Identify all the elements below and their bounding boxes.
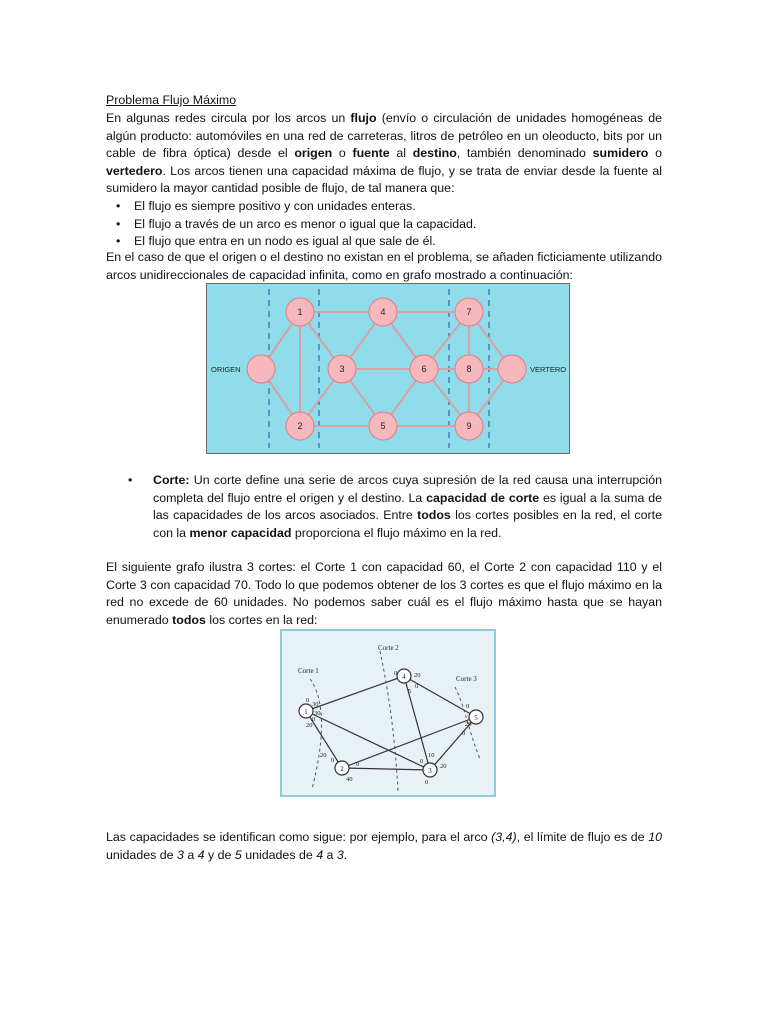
edge-capacity-label: 30	[314, 710, 321, 717]
edge-capacity-label: 20	[414, 672, 421, 679]
origin-label: ORIGEN	[211, 365, 241, 374]
edge-capacity-label: 0	[466, 703, 470, 710]
capacities-paragraph: Las capacidades se identifican como sigue: por ejemplo, para el arco (3,4), el límite de flujo es de 10 unidades de 3 a 4 y de 5 unidades de 4 a 3.	[106, 830, 662, 862]
edge-capacity-label: 20	[306, 722, 313, 729]
edge-capacity-label: 40	[346, 776, 353, 783]
cut-3-label: Corte 3	[456, 675, 477, 683]
node-label-9: 9	[466, 421, 472, 431]
node-label-4: 4	[402, 673, 406, 681]
edge-capacity-label: 0	[462, 730, 466, 737]
sink-label: VERTERO	[530, 365, 567, 374]
edge-capacity-label: 0	[425, 779, 429, 786]
list-item: • El flujo que entra en un nodo es igual al que sale de él.	[116, 234, 436, 249]
node-label-2: 2	[340, 765, 344, 773]
edge-capacity-label: 0	[415, 683, 419, 690]
network-figure	[206, 283, 570, 454]
edge-capacity-label: 5	[408, 688, 412, 695]
cuts-example-paragraph: El siguiente grafo ilustra 3 cortes: el Corte 1 con capacidad 60, el Corte 2 con capacidad 110 y el Corte 3 con capacidad 70. Todo lo que podemos obtener de los 3 cortes es que el flujo máximo en la red no excede de 60 unidades. No podemos saber cuál es el flujo máximo hasta que se hayan enumerado todos los cortes en la red:	[106, 560, 662, 627]
fictitious-nodes-paragraph: En el caso de que el origen o el destino no existan en el problema, se añaden ficticiamente utilizando arcos unidireccionales de capacidad infinita, como en grafo mostrado a continuación:	[106, 250, 662, 282]
sink-node	[498, 355, 526, 383]
edge-capacity-label: 20	[440, 763, 447, 770]
cut-1-label: Corte 1	[298, 667, 319, 675]
node-label-3: 3	[428, 767, 432, 775]
edge-capacity-label: 30	[312, 701, 319, 708]
list-item: • El flujo es siempre positivo y con unidades enteras.	[116, 199, 416, 213]
edge-capacity-label: 10	[428, 752, 435, 759]
node-label-2: 2	[297, 421, 303, 431]
cut-definition-text: Corte: Un corte define una serie de arcos cuya supresión de la red causa una interrupción completa del flujo entre el origen y el destino. La capacidad de corte es igual a la suma de las capacidades de los arcos asociados. Entre todos los cortes posibles en la red, el corte con la menor capacidad proporciona el flujo máximo en la red.	[153, 473, 662, 540]
edge-capacity-label: 20	[320, 752, 327, 759]
node-label-1: 1	[297, 307, 303, 317]
node-label-4: 4	[380, 307, 386, 317]
node-label-3: 3	[339, 364, 345, 374]
node-label-1: 1	[304, 708, 308, 716]
edge-capacity-label: 0	[394, 670, 398, 677]
origin-node	[247, 355, 275, 383]
list-item: • El flujo a través de un arco es menor o igual que la capacidad.	[116, 216, 477, 231]
node-label-6: 6	[421, 364, 427, 374]
page-title: Problema Flujo Máximo	[106, 93, 237, 107]
node-label-7: 7	[466, 307, 472, 317]
document-page: Problema Flujo Máximo En algunas redes circula por los arcos un flujo (envío o circulación de unidades homogéneas de algún producto: automóviles en una red de carreteras, litros de petróleo en un oleoducto, bits por un cable de fibra óptica) desde el origen o fuente al destino, también denominado sumidero o vertedero. Los arcos tienen una capacidad máxima de flujo, y se trata de enviar desde la fuente al sumidero la mayor cantidad posible de flujo, de tal manera que: • El flujo es siempre positivo y con unidades enteras. • El flujo a través de un arco es menor o igual que la capacidad. • El flujo que entra en un nodo es igual al que sale de él. En el caso de que el origen o el destino no existan en el problema, se añaden ficticiamente utilizando arcos unidireccionales de capacidad infinita, como en grafo mostrado a continuación: 1 2 3 4 5 6 7 8 9 ORIGEN VERTERO • Corte: Un corte define una serie de arcos cuya supresión de la red causa una interrupción completa del flujo entre el origen y el destino. La capacidad de corte es igual a la suma de las capacidades de los arcos asociados. Entre todos los cortes posibles en la red, el corte con la menor capacidad proporciona el flujo máximo en la red. El siguiente grafo ilustra 3 cortes: el Corte 1 con capacidad 60, el Corte 2 con capacidad 110 y el Corte 3 con capacidad 70. Todo lo que podemos obtener de los 3 cortes es que el flujo máximo en la red no excede de 60 unidades. No podemos saber cuál es el flujo máximo hasta que se hayan enumerado todos los cortes en la red: 1 4 2 3 5 Corte 1 Corte 2 Corte 3 30 0 30 20 0 0 20 5 0 0 20 40 0 10 0 20 0 0 20 0 Las capacidades se identifican como sigue: por ejemplo, para el arco (3,4), el límite de flujo es de 10 unidades de 3 a 4 y de 5 unidades de 4 a 3.	[0, 0, 768, 1024]
node-label-8: 8	[466, 364, 472, 374]
edge-capacity-label: 0	[331, 757, 335, 764]
bullet-list	[106, 198, 662, 251]
intro-paragraph: En algunas redes circula por los arcos un flujo (envío o circulación de unidades homogéneas de algún producto: automóviles en una red de carreteras, litros de petróleo en un oleoducto, bits por un cable de fibra óptica) desde el origen o fuente al destino, también denominado sumidero o vertedero. Los arcos tienen una capacidad máxima de flujo, y se trata de enviar desde la fuente al sumidero la mayor cantidad posible de flujo, de tal manera que:	[106, 111, 662, 196]
node-label-5: 5	[380, 421, 386, 431]
edge-capacity-label: 20	[465, 721, 472, 728]
edge-capacity-label: 0	[306, 697, 310, 704]
edge-capacity-label: 0	[312, 716, 316, 723]
cuts-figure	[280, 629, 496, 797]
node-label-5: 5	[474, 714, 478, 722]
edge-capacity-label: 0	[356, 761, 360, 768]
cut-2-label: Corte 2	[378, 644, 399, 652]
edge-capacity-label: 0	[420, 758, 424, 765]
